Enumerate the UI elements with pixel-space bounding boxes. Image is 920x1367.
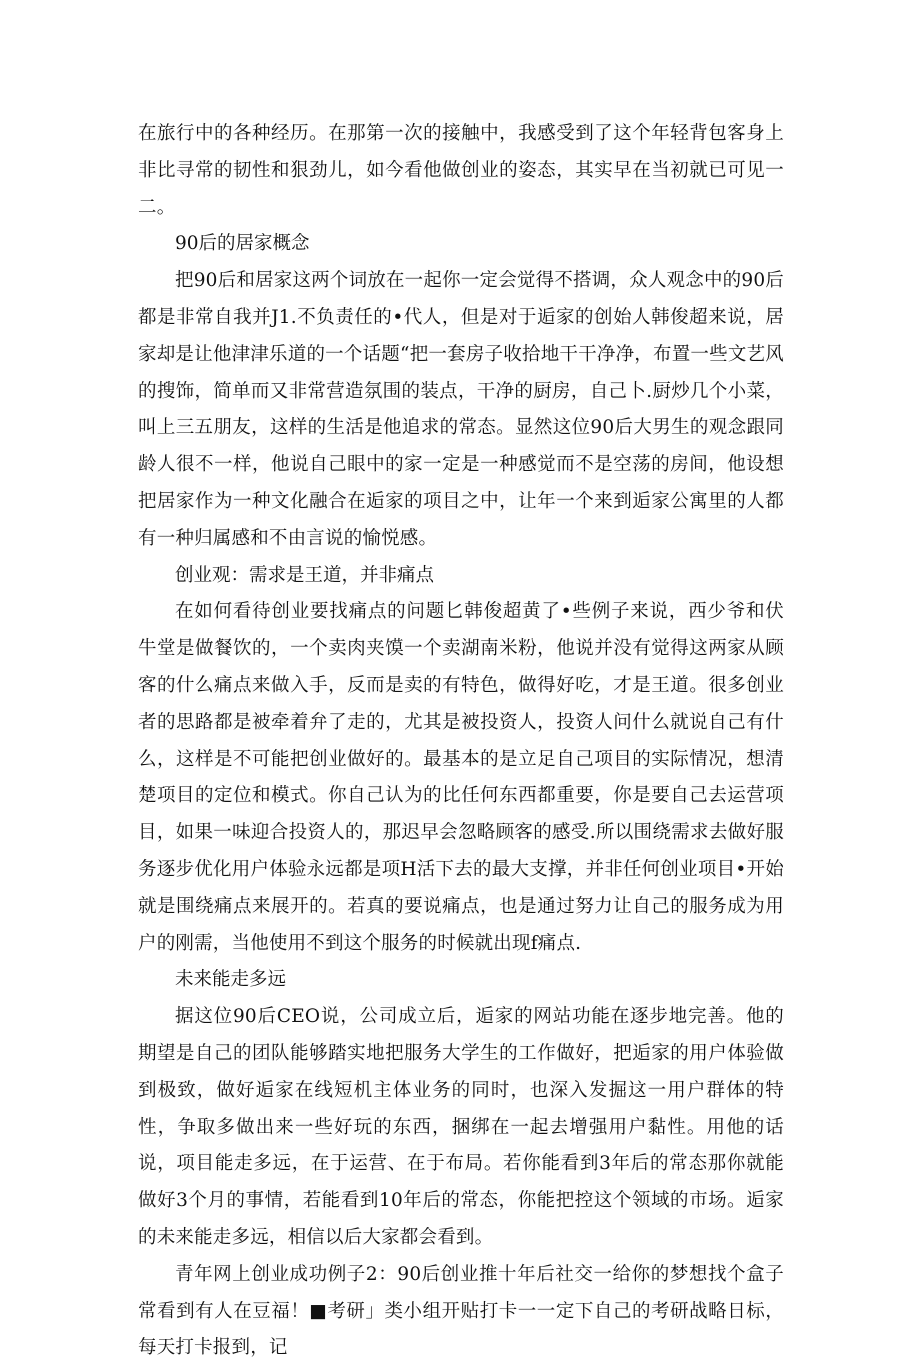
section-heading-future: 未来能走多远 xyxy=(175,969,287,991)
body-paragraph-3: 在如何看待创业要找痛点的问题匕韩俊超黄了•些例子来说，西少爷和伏牛堂是做餐饮的，一个卖肉夹馍一个卖湖南米粉，他说并没有觉得这两家从顾客的什么痛点来做入手，反而是卖的有特色，做得好吃，才是王道。很多创业者的思路都是被牵着弁了走的，尤其是被投资人，投资人问什么就说自己有什么，这样是不可能把创业做好的。最基本的是立足自己项目的实际情况，想清楚项目的定位和模式。你自己认为的比任何东西都重要，你是要自己去运营项目，如果一味迎合投资人的，那迟早会忽略顾客的感受.所以围绕需求去做好服务逐步优化用户体验永远都是项H活下去的最大支撑，并非任何创业项目•开始就是围绕痛点来展开的。若真的要说痛点，也是通过努力让自己的服务成为用户的刚需，当他使用不到这个服务的时候就出现f痛点. xyxy=(138,601,784,954)
section-heading-startup-view: 创业观：需求是王道，并非痛点 xyxy=(175,564,435,586)
body-paragraph-2: 把90后和居家这两个词放在一起你一定会觉得不搭调，众人观念中的90后都是非常自我并J1.不负责任的•代人，但是对于逅家的创始人韩俊超来说，居家却是让他津津乐道的一个话题“把一套房子收拾地干干净净，布置一些文艺风的搜饰，简单而又非常营造氛围的装点，干净的厨房，自己卜.厨炒几个小菜，叫上三五朋友，这样的生活是他追求的常态。显然这位90后大男生的观念跟同龄人很不一样，他说自己眼中的家一定是一种感觉而不是空荡的房间，他设想把居家作为一种文化融合在逅家的项目之中，让年一个来到逅家公寓里的人都有一种归属感和不由言说的愉悦感。 xyxy=(138,270,784,549)
document-body xyxy=(138,116,784,1367)
body-paragraph-5: 青年网上创业成功例子2：90后创业推十年后社交一给你的梦想找个盒子常看到有人在豆福！■考研」类小组开贴打卡一一定下自己的考研战略日标，每天打卡报到，记 xyxy=(138,1263,784,1359)
body-paragraph-4: 据这位90后CEO说，公司成立后，逅家的网站功能在逐步地完善。他的期望是自己的团队能够踏实地把服务大学生的工作做好，把逅家的用户体验做到极致，做好逅家在线短机主体业务的同时，也深入发掘这一用户群体的特性，争取多做出来一些好玩的东西，捆绑在一起去增强用户黏性。用他的话说，项目能走多远，在于运营、在于布局。若你能看到3年后的常态那你就能做好3个月的事情，若能看到10年后的常态，你能把控这个领域的市场。逅家的未来能走多远，相信以后大家都会看到。 xyxy=(138,1006,784,1248)
section-heading-home-concept: 90后的居家概念 xyxy=(175,233,310,255)
body-paragraph-1: 在旅行中的各种经历。在那第一次的接触中，我感受到了这个年轻背包客身上非比寻常的韧性和狠劲儿，如今看他做创业的姿态，其实早在当初就已可见一二。 xyxy=(138,123,784,218)
